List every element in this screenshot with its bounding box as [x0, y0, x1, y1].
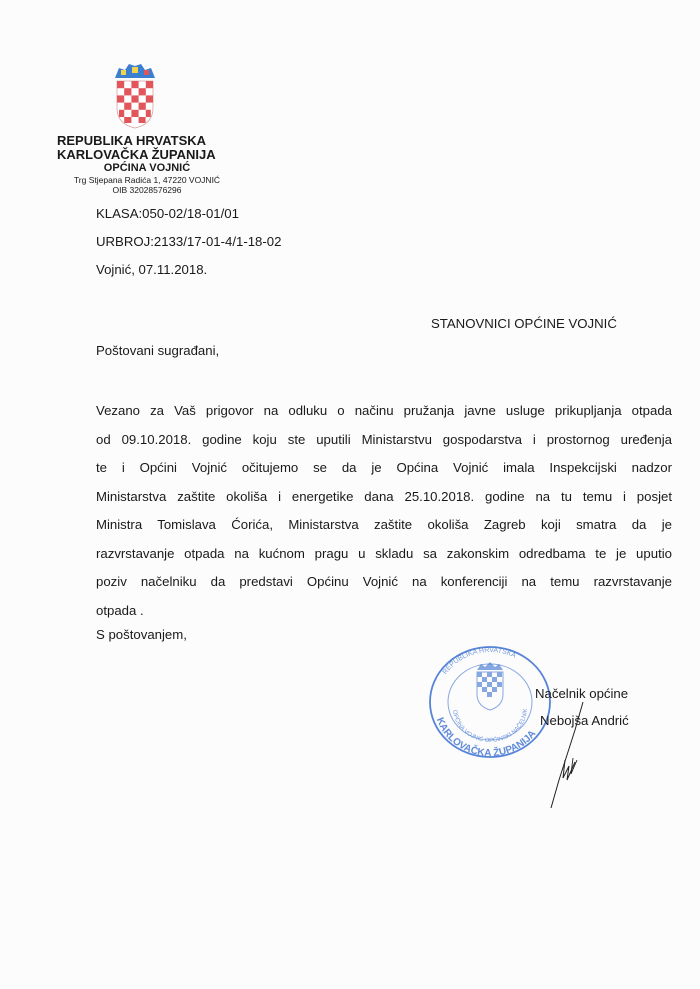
- crown: [115, 64, 155, 78]
- stamp-crest-icon: [477, 662, 503, 710]
- place-date: Vojnić, 07.11.2018.: [96, 262, 208, 277]
- letter-body: [96, 397, 672, 625]
- urbroj: URBROJ:2133/17-01-4/1-18-02: [96, 234, 282, 249]
- salutation: Poštovani sugrađani,: [96, 343, 220, 358]
- body-line: Vezano za Vaš prigovor na odluku o načinu pružanja javne usluge prikupljanja otpada: [96, 403, 672, 418]
- body-line: razvrstavanje otpada na kućnom pragu u skladu sa zakonskim odredbama te je uputio: [96, 545, 672, 561]
- stamp-inner-text: OPĆINA VOJNIĆ OPĆINSKI NAČELNIK: [451, 708, 530, 745]
- recipient: STANOVNICI OPĆINE VOJNIĆ: [431, 316, 617, 331]
- signatory-name: Nebojša Andrić: [540, 713, 629, 728]
- checkerboard-shield: [117, 81, 153, 128]
- body-line: poziv načelniku da predstavi Općinu Vojnić na konferenciji na temu razvrstavanje: [96, 574, 672, 589]
- klasa: KLASA:050-02/18-01/01: [96, 206, 239, 221]
- letterhead-municipality: OPĆINA VOJNIĆ: [103, 162, 191, 174]
- signatory-title: Načelnik općine: [535, 686, 629, 701]
- croatian-coat-of-arms-icon: [113, 62, 157, 130]
- stamp-top-text: REPUBLIKA HRVATSKA: [441, 646, 517, 676]
- handwritten-signature: [545, 700, 595, 810]
- body-line: od 09.10.2018. godine koju ste uputili Ministarstvu gospodarstva i prostornog uređenja: [96, 431, 672, 447]
- body-line: otpada .: [96, 602, 144, 618]
- letterhead-country: REPUBLIKA HRVATSKA: [57, 133, 207, 148]
- letterhead-county: KARLOVAČKA ŽUPANIJA: [57, 147, 216, 162]
- letterhead: [57, 134, 237, 195]
- body-line: Ministra Tomislava Ćorića, Ministarstva zaštite okoliša Zagreb koji smatra da je: [96, 517, 672, 532]
- body-line: te i Općini Vojnić očitujemo se da je Općina Vojnić imala Inspekcijski nadzor: [96, 460, 672, 475]
- closing: S poštovanjem,: [96, 627, 187, 642]
- stamp-outer-text: KARLOVAČKA ŽUPANIJA: [433, 716, 539, 760]
- letterhead-address: Trg Stjepana Radića 1, 47220 VOJNIĆ: [73, 175, 221, 185]
- body-line: Ministarstva zaštite okoliša i energetike dana 25.10.2018. godine na tu temu i posjet: [96, 488, 672, 504]
- letterhead-oib: OIB 32028576296: [112, 185, 182, 195]
